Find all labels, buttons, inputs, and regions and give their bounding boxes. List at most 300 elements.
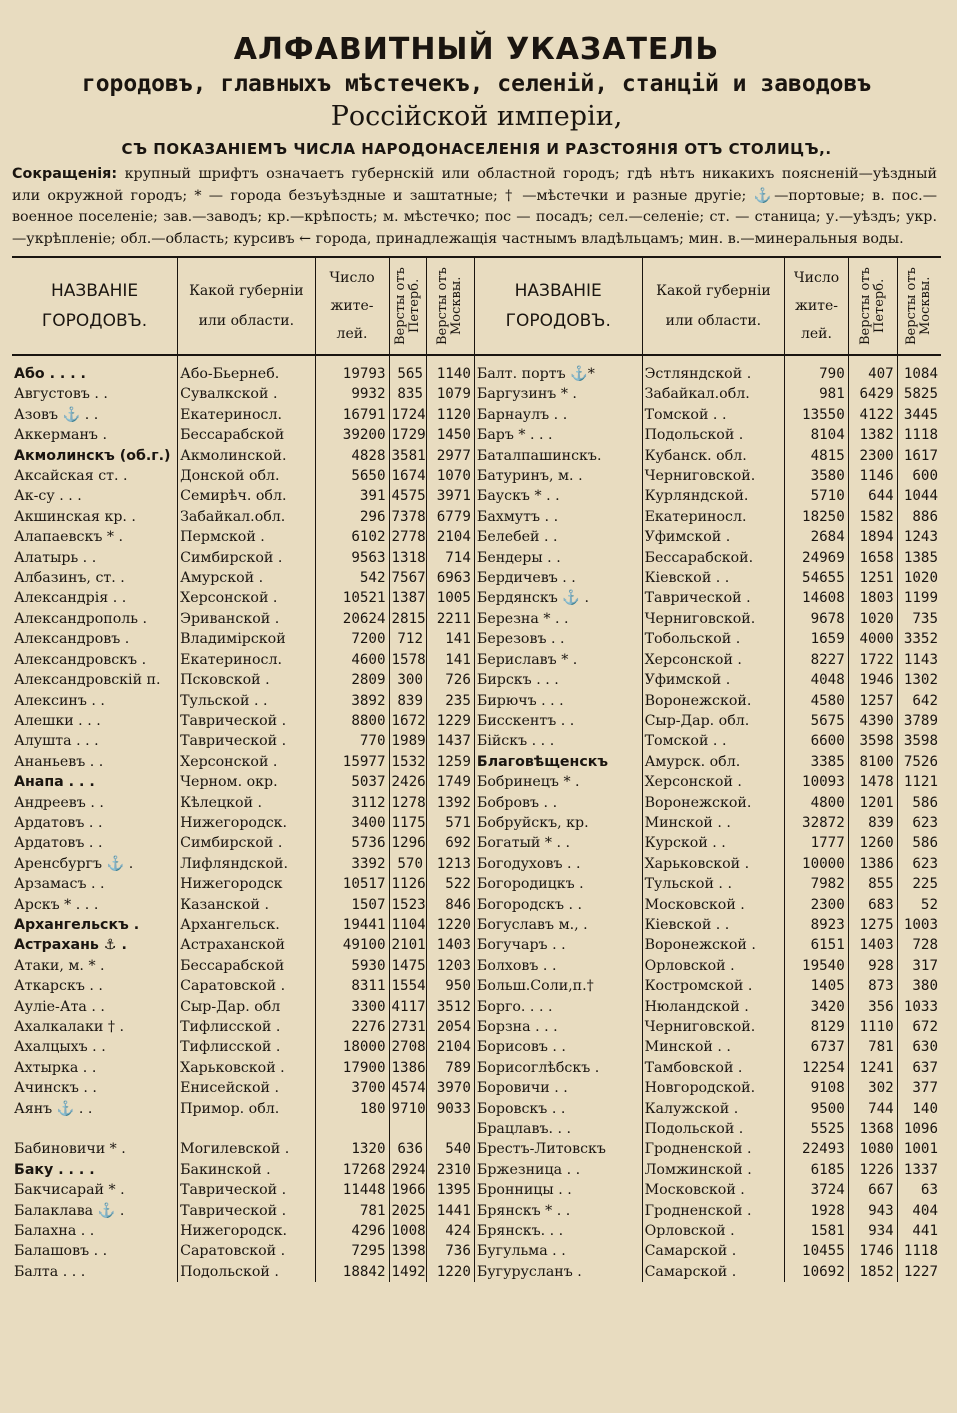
province-right: Воронежской. (642, 691, 785, 711)
population-right: 5710 (785, 486, 849, 506)
table-row (12, 1099, 941, 1119)
city-name-left: Аткарскъ . . (12, 976, 178, 996)
province-left: Нижегородск. (178, 813, 315, 833)
population-right: 6185 (785, 1160, 849, 1180)
versts-spb-right: 1386 (848, 854, 897, 874)
population-left: 17900 (315, 1058, 389, 1078)
versts-msk-right: 225 (912, 876, 938, 893)
versts-spb-left: 9710 (389, 1099, 426, 1119)
table-row (12, 1119, 941, 1139)
table-row (12, 405, 941, 425)
versts-msk-left: 2104 (426, 1037, 474, 1057)
table-row (12, 568, 941, 588)
province-left: Херсонской . (178, 752, 315, 772)
versts-msk-left: 141 (426, 650, 474, 670)
versts-msk-right: 7526 (903, 753, 938, 770)
table-row (12, 1180, 941, 1200)
page-title: АЛФАВИТНЫЙ УКАЗАТЕЛЬ (233, 32, 720, 67)
province-left: Сыр-Дар. обл (178, 997, 315, 1017)
city-name-right: Белебей . . (474, 527, 642, 547)
versts-spb-right: 1146 (848, 466, 897, 486)
versts-spb-left: 1523 (389, 895, 426, 915)
province-right: Тульской . . (642, 874, 785, 894)
city-name-left: Августовъ . . (12, 384, 178, 404)
province-right: Новгородской. (642, 1078, 785, 1098)
versts-spb-left: 835 (389, 384, 426, 404)
population-right: 1581 (785, 1221, 849, 1241)
province-right: Екатериносл. (642, 507, 785, 527)
versts-spb-right: 839 (848, 813, 897, 833)
versts-msk-left: 540 (426, 1139, 474, 1159)
population-right: 18250 (785, 507, 849, 527)
province-right: Воронежской. (642, 793, 785, 813)
page-subtitle: городовъ, главныхъ мѣстечекъ, селеній, станцій и заводовъ (81, 71, 872, 97)
population-left: 10517 (315, 874, 389, 894)
city-name-left: Александровскій п. (12, 670, 178, 690)
province-left: Эриванской . (178, 609, 315, 629)
versts-spb-left: 636 (389, 1139, 426, 1159)
table-row (12, 772, 941, 792)
table-row (12, 731, 941, 751)
table-body (12, 355, 941, 1282)
versts-spb-right: 1241 (848, 1058, 897, 1078)
province-right: Курляндской. (642, 486, 785, 506)
population-left: 10521 (315, 588, 389, 608)
population-right: 2300 (785, 895, 849, 915)
versts-spb-left: 4117 (389, 997, 426, 1017)
city-name-left: Алушта . . . (12, 731, 178, 751)
province-left: Тифлисской . (178, 1037, 315, 1057)
abbreviations-paragraph (12, 164, 941, 250)
city-name-left: Алешки . . . (12, 711, 178, 731)
city-name-right: Брянскъ. . . (474, 1221, 642, 1241)
versts-spb-right: 1382 (848, 425, 897, 445)
versts-msk-left: 789 (426, 1058, 474, 1078)
province-left: Лифляндской. (178, 854, 315, 874)
city-name-right: Бобруйскъ, кр. (474, 813, 642, 833)
city-name-right: Барнаулъ . . (474, 405, 642, 425)
versts-msk-left: 1259 (426, 752, 474, 772)
versts-msk-left: 950 (426, 976, 474, 996)
province-left: Семирѣч. обл. (178, 486, 315, 506)
versts-msk-left: 571 (426, 813, 474, 833)
versts-spb-right: 302 (848, 1078, 897, 1098)
versts-spb-right: 4390 (848, 711, 897, 731)
versts-msk-right: 1337 (903, 1161, 938, 1178)
city-name-right: Бердянскъ ⚓ . (474, 588, 642, 608)
population-left: 19441 (315, 915, 389, 935)
population-left: 770 (315, 731, 389, 751)
versts-msk-right: 377 (912, 1080, 938, 1097)
population-right: 14608 (785, 588, 849, 608)
city-name-left: Албазинъ, ст. . (12, 568, 178, 588)
population-right: 13550 (785, 405, 849, 425)
province-left: Херсонской . (178, 588, 315, 608)
city-name-right: Баталпашинскъ. (474, 446, 642, 466)
population-left: 6102 (315, 527, 389, 547)
versts-msk-left: 726 (426, 670, 474, 690)
versts-spb-left: 1724 (389, 405, 426, 425)
versts-spb-left: 712 (389, 629, 426, 649)
versts-spb-right: 1478 (848, 772, 897, 792)
city-name-right: Боровичи . . (474, 1078, 642, 1098)
population-right: 5525 (785, 1119, 849, 1139)
versts-spb-right: 1275 (848, 915, 897, 935)
city-name-left: Ачинскъ . . (12, 1078, 178, 1098)
header-versts-msk-left: Версты отъ Москвы. (426, 257, 474, 355)
population-right: 4580 (785, 691, 849, 711)
province-left: Екатериносл. (178, 650, 315, 670)
province-left: Саратовской . (178, 1241, 315, 1261)
city-name-left: Ауліе-Ата . . (12, 997, 178, 1017)
city-name-right: Бендеры . . (474, 548, 642, 568)
table-row (12, 935, 941, 955)
city-name-right: Борисовъ . . (474, 1037, 642, 1057)
population-left: 11448 (315, 1180, 389, 1200)
versts-spb-right: 1110 (848, 1017, 897, 1037)
versts-msk-right: 1044 (903, 488, 938, 505)
population-right: 1405 (785, 976, 849, 996)
population-right: 9108 (785, 1078, 849, 1098)
abbreviations-text: крупный шрифтъ означаетъ губернскій или областной городъ; гдѣ нѣтъ никакихъ поясненій—уѣздный или окружной городъ; * — города безъуѣздные и заштатные; † —мѣстечки и разные другіе; ⚓—портовые; в. пос.—военное поселеніе; зав.—заводъ; кр.—крѣпость; м. мѣстечко; пос — посадъ; сел.—селеніе; ст. — станица; у.—уѣздъ; укр.—укрѣпленіе; обл.—область; курсивъ ← города, принадлежащія частнымъ владѣльцамъ; мин. в.—минеральныя воды. (12, 166, 938, 247)
province-right: Московской . (642, 1180, 785, 1200)
versts-spb-right: 943 (848, 1201, 897, 1221)
population-left: 18000 (315, 1037, 389, 1057)
population-right: 2684 (785, 527, 849, 547)
versts-msk-left: 141 (426, 629, 474, 649)
province-left: Таврической . (178, 1201, 315, 1221)
population-left: 8311 (315, 976, 389, 996)
versts-spb-right: 8100 (848, 752, 897, 772)
province-left: Владимірской (178, 629, 315, 649)
versts-spb-left: 1674 (389, 466, 426, 486)
province-left: Або-Бьернеб. (178, 355, 315, 384)
versts-msk-right: 1118 (903, 427, 938, 444)
versts-msk-left: 1213 (426, 854, 474, 874)
versts-msk-left: 424 (426, 1221, 474, 1241)
population-left: 49100 (315, 935, 389, 955)
table-row (12, 446, 941, 466)
city-name-left: Арскъ * . . . (12, 895, 178, 915)
versts-spb-left: 4575 (389, 486, 426, 506)
versts-msk-left: 1749 (426, 772, 474, 792)
city-name-right: Бугурусланъ . (474, 1262, 642, 1282)
versts-msk-left: 522 (426, 874, 474, 894)
province-right: Курской . . (642, 833, 785, 853)
versts-spb-right: 1746 (848, 1241, 897, 1261)
versts-spb-right: 1946 (848, 670, 897, 690)
city-name-left: Александрополь . (12, 609, 178, 629)
versts-spb-right: 4000 (848, 629, 897, 649)
city-name-left: Астрахань ⚓ . (12, 935, 178, 955)
province-right: Херсонской . (642, 772, 785, 792)
cities-table (12, 256, 941, 1282)
city-name-left: Александровскъ . (12, 650, 178, 670)
versts-msk-left: 1005 (426, 588, 474, 608)
province-left: Саратовской . (178, 976, 315, 996)
city-name-left (12, 1119, 178, 1139)
versts-spb-left: 1104 (389, 915, 426, 935)
province-left (178, 1119, 315, 1139)
city-name-left: Аксайская ст. . (12, 466, 178, 486)
population-right: 22493 (785, 1139, 849, 1159)
table-row (12, 1078, 941, 1098)
versts-spb-right: 1257 (848, 691, 897, 711)
city-name-left: Арзамасъ . . (12, 874, 178, 894)
versts-msk-right: 1020 (903, 570, 938, 587)
versts-spb-right: 407 (848, 355, 897, 384)
city-name-right: Брестъ-Литовскъ (474, 1139, 642, 1159)
versts-msk-right: 1001 (903, 1141, 938, 1158)
population-left: 1320 (315, 1139, 389, 1159)
versts-msk-left: 714 (426, 548, 474, 568)
population-right: 981 (785, 384, 849, 404)
city-name-left: Ахтырка . . (12, 1058, 178, 1078)
province-right: Таврической . (642, 588, 785, 608)
province-left: Симбирской . (178, 833, 315, 853)
versts-msk-right: 637 (912, 1059, 938, 1076)
versts-msk-left: 1120 (426, 405, 474, 425)
province-left: Астраханской (178, 935, 315, 955)
versts-msk-left: 6779 (426, 507, 474, 527)
city-name-left: Ардатовъ . . (12, 813, 178, 833)
versts-msk-left: 1403 (426, 935, 474, 955)
population-right: 790 (785, 355, 849, 384)
versts-msk-right: 5825 (903, 386, 938, 403)
header-province-left: Какой губерніи или области. (178, 257, 315, 355)
versts-msk-right: 52 (920, 896, 938, 913)
population-right: 4815 (785, 446, 849, 466)
province-left: Харьковской . (178, 1058, 315, 1078)
versts-spb-left: 1398 (389, 1241, 426, 1261)
population-left: 180 (315, 1099, 389, 1119)
population-right: 4800 (785, 793, 849, 813)
versts-msk-right: 140 (912, 1100, 938, 1117)
province-left: Донской обл. (178, 466, 315, 486)
versts-spb-left: 7567 (389, 568, 426, 588)
population-right: 10093 (785, 772, 849, 792)
province-left: Кѣлецкой . (178, 793, 315, 813)
versts-msk-left: 2054 (426, 1017, 474, 1037)
province-right: Херсонской . (642, 650, 785, 670)
versts-spb-right: 683 (848, 895, 897, 915)
versts-spb-left: 300 (389, 670, 426, 690)
versts-spb-left: 1296 (389, 833, 426, 853)
city-name-right: Бериславъ * . (474, 650, 642, 670)
versts-spb-right: 356 (848, 997, 897, 1017)
province-left: Тульской . . (178, 691, 315, 711)
versts-msk-right: 441 (912, 1223, 938, 1240)
table-row (12, 833, 941, 853)
table-row (12, 874, 941, 894)
province-left: Екатериносл. (178, 405, 315, 425)
versts-msk-right: 886 (912, 508, 938, 525)
city-name-left: Акмолинскъ (об.г.) (12, 446, 178, 466)
versts-msk-left: 3970 (426, 1078, 474, 1098)
province-left: Черном. окр. (178, 772, 315, 792)
city-name-left: Баку . . . . (12, 1160, 178, 1180)
table-row (12, 355, 941, 384)
city-name-right: Баргузинъ * . (474, 384, 642, 404)
population-left: 9563 (315, 548, 389, 568)
header-name-left: НАЗВАНІЕ ГОРОДОВЪ. (12, 257, 178, 355)
population-right: 1777 (785, 833, 849, 853)
header-versts-spb-right: Версты отъ Петерб. (848, 257, 897, 355)
table-row (12, 793, 941, 813)
versts-msk-right: 3352 (903, 631, 938, 648)
city-name-left: Ахалцыхъ . . (12, 1037, 178, 1057)
province-right: Забайкал.обл. (642, 384, 785, 404)
city-name-right: Борзна . . . (474, 1017, 642, 1037)
city-name-right: Бронницы . . (474, 1180, 642, 1200)
table-row (12, 1201, 941, 1221)
province-right: Московской . (642, 895, 785, 915)
city-name-left: Ардатовъ . . (12, 833, 178, 853)
province-right: Эстляндской . (642, 355, 785, 384)
population-right: 1659 (785, 629, 849, 649)
table-row (12, 548, 941, 568)
versts-msk-right: 728 (912, 937, 938, 954)
population-right: 19540 (785, 956, 849, 976)
province-right: Уфимской . (642, 670, 785, 690)
versts-spb-right: 1658 (848, 548, 897, 568)
versts-spb-right: 1020 (848, 609, 897, 629)
header-population-left: Число жите-лей. (315, 257, 389, 355)
province-left: Архангельск. (178, 915, 315, 935)
city-name-left: Аянъ ⚓ . . (12, 1099, 178, 1119)
table-row (12, 1139, 941, 1159)
population-left: 391 (315, 486, 389, 506)
city-name-left: Архангельскъ . (12, 915, 178, 935)
city-name-left: Бакчисарай * . (12, 1180, 178, 1200)
province-right: Уфимской . (642, 527, 785, 547)
table-row (12, 588, 941, 608)
population-left: 296 (315, 507, 389, 527)
header-province-right: Какой губерніи или области. (642, 257, 785, 355)
header-population-right: Число жите-лей. (785, 257, 849, 355)
versts-msk-left: 2977 (426, 446, 474, 466)
table-row (12, 691, 941, 711)
population-left: 8800 (315, 711, 389, 731)
versts-msk-right: 1084 (903, 366, 938, 382)
table-row (12, 1037, 941, 1057)
province-right: Подольской . (642, 1119, 785, 1139)
population-left: 16791 (315, 405, 389, 425)
province-right: Кубанск. обл. (642, 446, 785, 466)
city-name-left: Александрія . . (12, 588, 178, 608)
versts-msk-right: 1617 (903, 447, 938, 464)
versts-spb-left: 1318 (389, 548, 426, 568)
city-name-right: Борисоглѣбскъ . (474, 1058, 642, 1078)
table-row (12, 609, 941, 629)
population-left: 4296 (315, 1221, 389, 1241)
versts-msk-right: 586 (912, 794, 938, 811)
versts-spb-right: 1260 (848, 833, 897, 853)
versts-msk-right: 1121 (903, 774, 938, 791)
versts-msk-right: 735 (912, 610, 938, 627)
city-name-right: Благовѣщенскъ (474, 752, 642, 772)
province-left: Бессарабской (178, 956, 315, 976)
versts-spb-left: 839 (389, 691, 426, 711)
versts-spb-right: 1894 (848, 527, 897, 547)
table-row (12, 1058, 941, 1078)
population-right: 3724 (785, 1180, 849, 1200)
city-name-left: Балахна . . (12, 1221, 178, 1241)
versts-msk-left: 1140 (426, 355, 474, 384)
versts-spb-left (389, 1119, 426, 1139)
province-right: Костромской . (642, 976, 785, 996)
city-name-left: Акшинская кр. . (12, 507, 178, 527)
province-left: Бакинской . (178, 1160, 315, 1180)
province-right: Подольской . (642, 425, 785, 445)
city-name-left: Балта . . . (12, 1262, 178, 1282)
table-row (12, 486, 941, 506)
city-name-right: Брянскъ * . . (474, 1201, 642, 1221)
city-name-left: Ак-су . . . (12, 486, 178, 506)
versts-spb-left: 1278 (389, 793, 426, 813)
table-row (12, 915, 941, 935)
province-right: Нюландской . (642, 997, 785, 1017)
province-right: Харьковской . (642, 854, 785, 874)
versts-spb-left: 1729 (389, 425, 426, 445)
table-row (12, 976, 941, 996)
versts-msk-left: 9033 (426, 1099, 474, 1119)
population-left: 4600 (315, 650, 389, 670)
province-left: Бессарабской (178, 425, 315, 445)
province-left: Сувалкской . (178, 384, 315, 404)
table-row (12, 1221, 941, 1241)
table-header-row (12, 257, 941, 355)
province-right: Кіевской . . (642, 568, 785, 588)
versts-msk-left: 692 (426, 833, 474, 853)
versts-spb-left: 3581 (389, 446, 426, 466)
city-name-right: Бобринецъ * . (474, 772, 642, 792)
versts-spb-right: 4122 (848, 405, 897, 425)
versts-spb-right: 1582 (848, 507, 897, 527)
province-left: Таврической . (178, 1180, 315, 1200)
population-right: 9678 (785, 609, 849, 629)
province-left: Примор. обл. (178, 1099, 315, 1119)
city-name-left: Алексинъ . . (12, 691, 178, 711)
population-left: 9932 (315, 384, 389, 404)
versts-spb-left: 1492 (389, 1262, 426, 1282)
table-row (12, 1262, 941, 1282)
versts-msk-left: 846 (426, 895, 474, 915)
population-left: 5650 (315, 466, 389, 486)
versts-spb-right: 1080 (848, 1139, 897, 1159)
versts-msk-left: 1395 (426, 1180, 474, 1200)
table-row (12, 650, 941, 670)
table-row (12, 956, 941, 976)
versts-msk-right: 1118 (903, 1243, 938, 1260)
table-row (12, 384, 941, 404)
city-name-left: Анапа . . . (12, 772, 178, 792)
versts-msk-right: 642 (912, 692, 938, 709)
versts-spb-right: 2300 (848, 446, 897, 466)
city-name-right: Бійскъ . . . (474, 731, 642, 751)
versts-spb-right: 855 (848, 874, 897, 894)
versts-msk-right: 586 (912, 835, 938, 852)
province-left: Нижегородск (178, 874, 315, 894)
table-row (12, 425, 941, 445)
versts-spb-left: 1578 (389, 650, 426, 670)
population-right: 3580 (785, 466, 849, 486)
population-right: 12254 (785, 1058, 849, 1078)
population-left: 4828 (315, 446, 389, 466)
versts-spb-left: 2426 (389, 772, 426, 792)
versts-spb-right: 644 (848, 486, 897, 506)
versts-msk-right: 63 (920, 1182, 938, 1199)
